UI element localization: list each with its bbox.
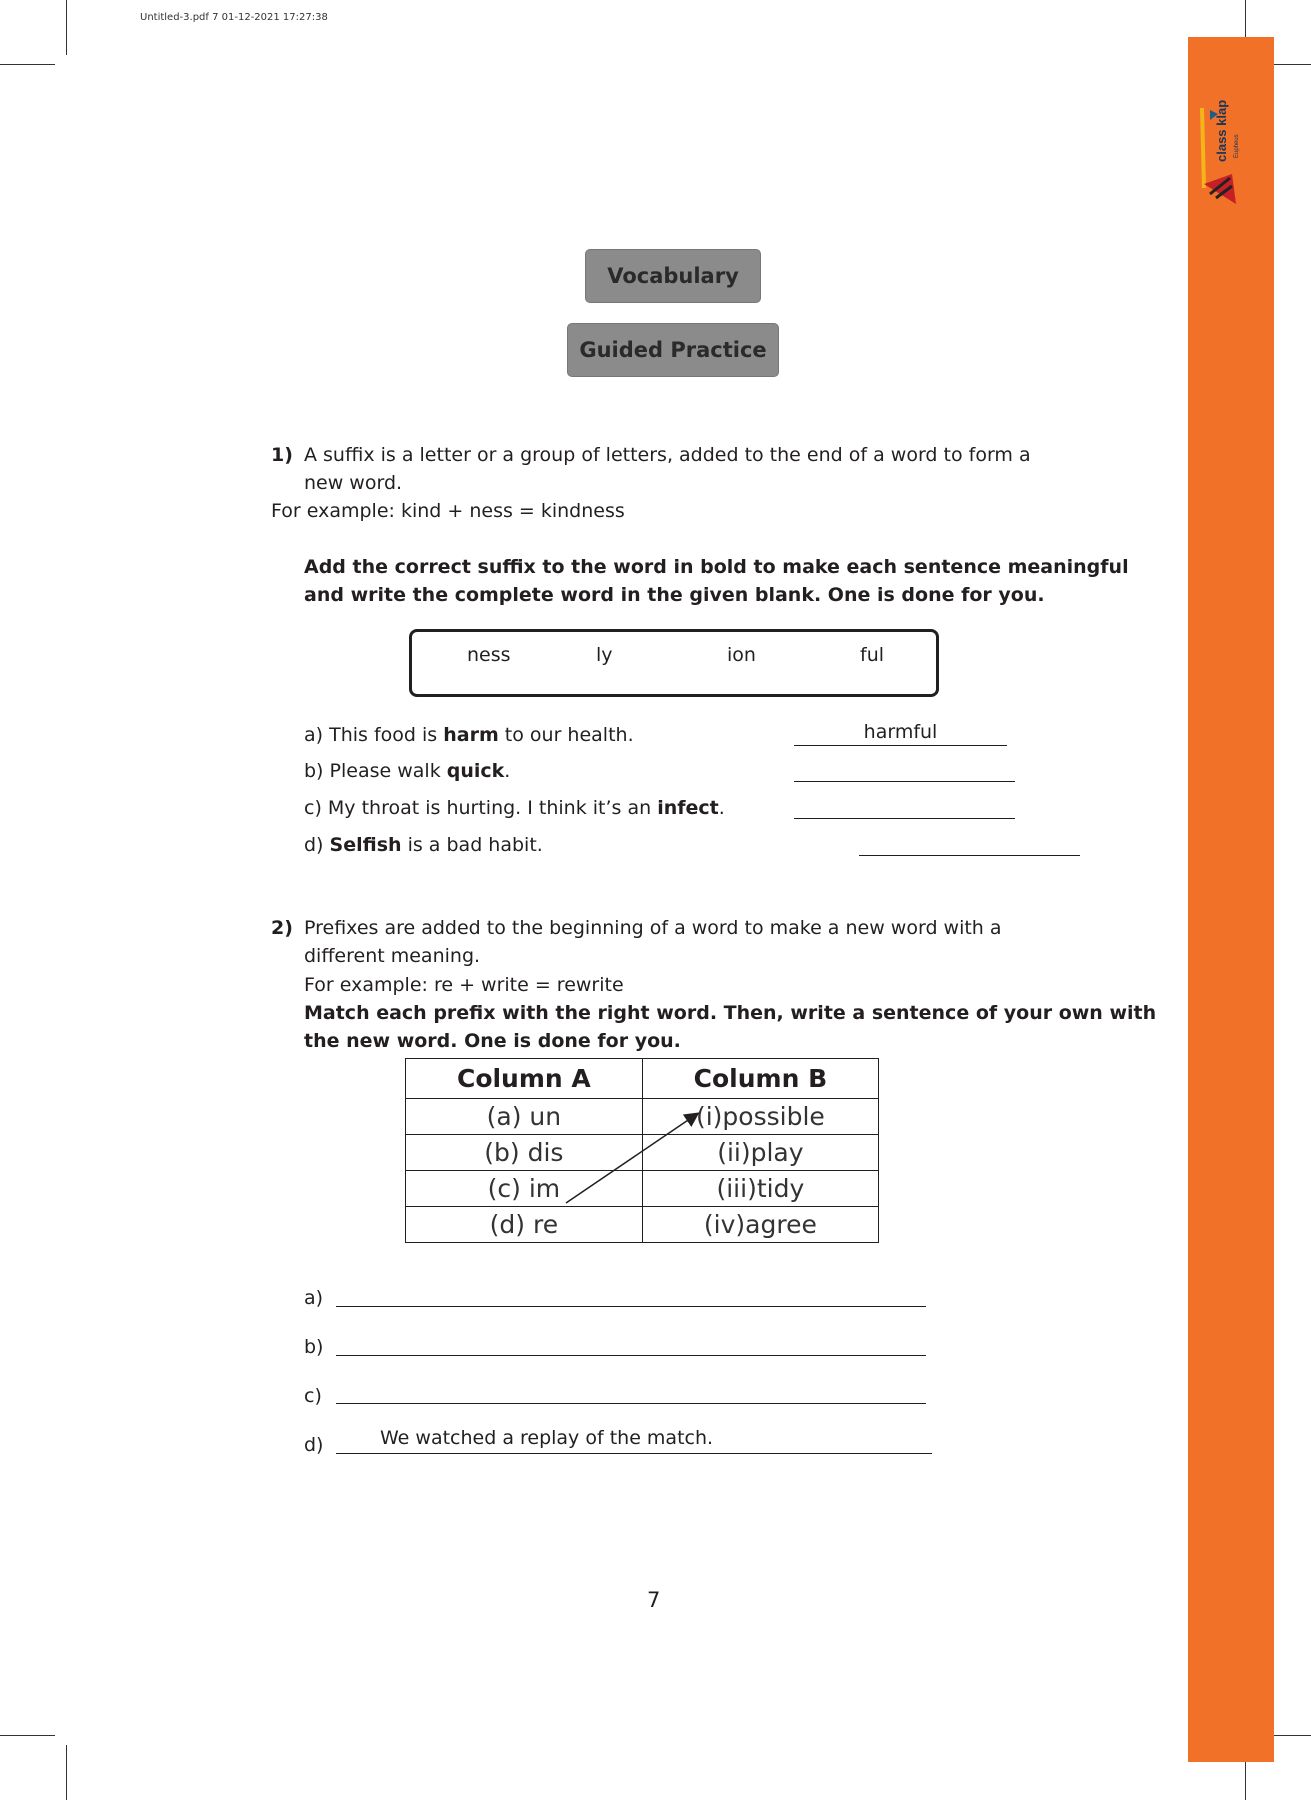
crop-mark <box>0 64 55 65</box>
sentence-label: c) <box>304 1385 322 1407</box>
page-number: 7 <box>647 1588 661 1612</box>
q1-item: c) My throat is hurting. I think it’s an infect. <box>304 797 725 819</box>
sentence-label: d) <box>304 1434 324 1456</box>
crop-mark <box>0 1735 55 1736</box>
suffix: ness <box>467 644 511 666</box>
q1-item: b) Please walk quick. <box>304 760 511 782</box>
suffix: ion <box>727 644 756 666</box>
crop-mark <box>66 1745 67 1800</box>
q1-intro: A suffix is a letter or a group of letters, added to the end of a word to form a <box>304 444 1031 466</box>
q1-item: d) Selfish is a bad habit. <box>304 834 543 856</box>
column-b-header: Column B <box>642 1059 878 1099</box>
word-cell: (i)possible <box>642 1099 878 1135</box>
q1-item: a) This food is harm to our health. <box>304 724 634 746</box>
prefix-cell: (a) un <box>406 1099 643 1135</box>
answer-blank[interactable] <box>794 794 1015 819</box>
vocabulary-badge: Vocabulary <box>585 249 761 303</box>
crop-mark <box>66 0 67 55</box>
suffix: ful <box>860 644 885 666</box>
q2-intro: Prefixes are added to the beginning of a word to make a new word with a <box>304 917 1002 939</box>
answer-blank[interactable] <box>859 831 1080 856</box>
suffix-box <box>409 629 939 697</box>
orange-side-bar <box>1188 37 1274 1762</box>
prefix-cell: (c) im <box>406 1171 643 1207</box>
q1-instruction: Add the correct suffix to the word in bold to make each sentence meaningful <box>304 556 1129 578</box>
answer-blank[interactable] <box>794 757 1015 782</box>
sentence-line[interactable]: We watched a replay of the match. <box>336 1427 932 1454</box>
prefix-cell: (b) dis <box>406 1135 643 1171</box>
answer-blank[interactable]: harmful <box>794 721 1007 746</box>
match-arrow <box>560 1105 710 1215</box>
q2-example: For example: re + write = rewrite <box>304 974 624 996</box>
q1-example: For example: kind + ness = kindness <box>271 500 625 522</box>
sentence-label: b) <box>304 1336 324 1358</box>
word-cell: (iii)tidy <box>642 1171 878 1207</box>
q2-intro: different meaning. <box>304 945 481 967</box>
q1-number: 1) <box>271 444 293 466</box>
column-a-header: Column A <box>406 1059 643 1099</box>
prefix-cell: (d) re <box>406 1207 643 1243</box>
svg-text:class klap: class klap <box>1214 100 1229 162</box>
classklap-logo <box>1196 100 1244 210</box>
sentence-line[interactable] <box>336 1329 926 1356</box>
q2-instruction: the new word. One is done for you. <box>304 1030 681 1052</box>
q1-intro: new word. <box>304 472 403 494</box>
sentence-line[interactable] <box>336 1377 926 1404</box>
word-cell: (iv)agree <box>642 1207 878 1243</box>
guided-practice-badge: Guided Practice <box>567 323 779 377</box>
q2-number: 2) <box>271 917 293 939</box>
svg-text:Eupheus: Eupheus <box>1234 134 1240 158</box>
sentence-line[interactable] <box>336 1280 926 1307</box>
word-cell: (ii)play <box>642 1135 878 1171</box>
q2-instruction: Match each prefix with the right word. Then, write a sentence of your own with <box>304 1002 1157 1024</box>
suffix: ly <box>596 644 613 666</box>
q1-instruction: and write the complete word in the given blank. One is done for you. <box>304 584 1045 606</box>
print-header: Untitled-3.pdf 7 01-12-2021 17:27:38 <box>140 12 328 23</box>
sentence-label: a) <box>304 1287 324 1309</box>
